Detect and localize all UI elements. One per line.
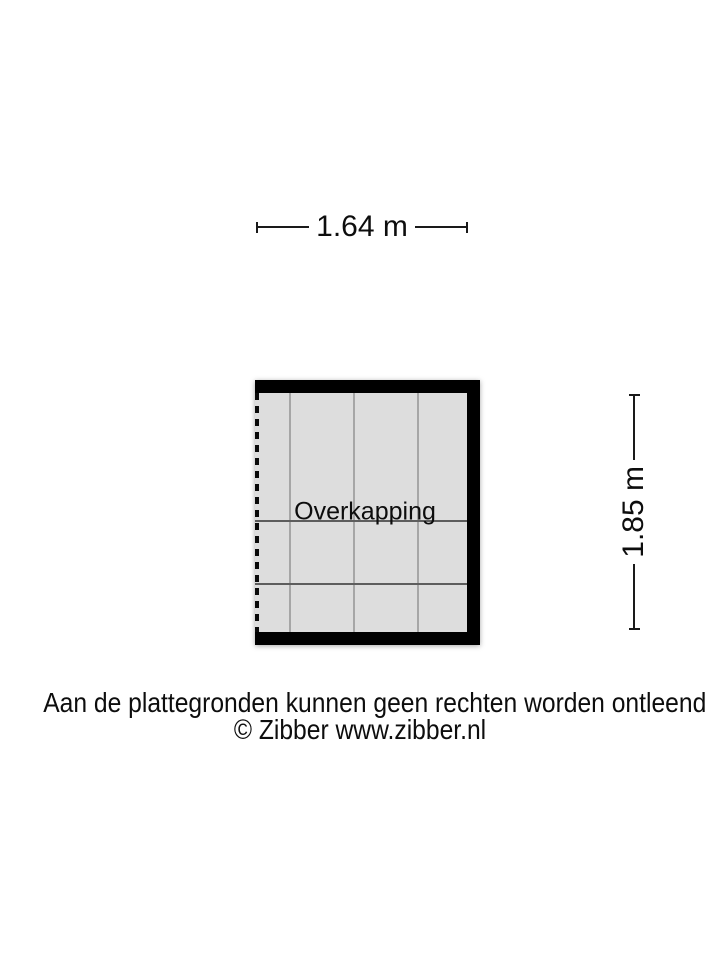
height-dimension-label: 1.85 m (617, 466, 650, 558)
dimension-line-segment (258, 226, 309, 228)
open-side-dashed-wall (255, 393, 259, 632)
disclaimer-text: Aan de plattegronden kunnen geen rechten worden ontleend (43, 687, 707, 718)
width-dimension-label: 1.64 m (316, 210, 408, 243)
dimension-line-segment (633, 396, 635, 460)
dimension-tick-right (466, 222, 468, 233)
room-outline (255, 380, 480, 645)
copyright-text: © Zibber www.zibber.nl (233, 714, 487, 745)
footer (43, 687, 707, 745)
width-dimension (256, 210, 468, 243)
room-floor (255, 393, 467, 632)
dimension-tick-bottom (629, 628, 640, 630)
dimension-line-segment (633, 564, 635, 628)
dimension-line-segment (415, 226, 466, 228)
room-name-label: Overkapping (294, 497, 436, 526)
height-dimension (617, 394, 650, 630)
floor-gridline-vertical (289, 393, 291, 632)
floor-gridline-horizontal (255, 583, 467, 585)
